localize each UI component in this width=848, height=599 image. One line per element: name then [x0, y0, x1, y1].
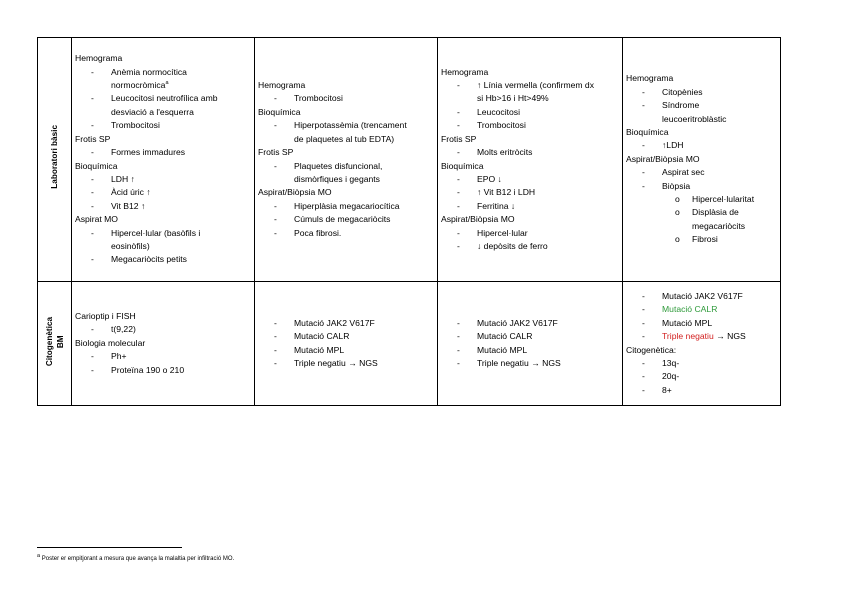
section-heading: Bioquímica — [626, 126, 669, 137]
list-item: - Ferritina ↓ — [441, 200, 619, 213]
list-item: - Citopènies — [626, 86, 777, 99]
cell-cito-col4 — [623, 282, 781, 406]
lab-comparison-table — [37, 37, 781, 406]
list-item: - ↑ Vit B12 i LDH — [441, 186, 619, 199]
list-item: - Trombocitosi — [441, 119, 619, 132]
list-item: - Síndrome — [626, 99, 777, 112]
list-item: - Mutació JAK2 V617F — [626, 290, 777, 303]
row-label: Laboratori bàsic — [50, 125, 59, 190]
list-item: - t(9,22) — [75, 323, 251, 336]
list-item: o Displàsia de — [626, 206, 777, 219]
cell-cito-col2 — [255, 282, 438, 406]
list-item: - Hipercel·lular (basòfils i — [75, 227, 251, 240]
section-heading: Aspirat/Biòpsia MO — [626, 153, 700, 164]
list-item: - Biòpsia — [626, 180, 777, 193]
footnote — [37, 555, 234, 563]
list-item: - Mutació JAK2 V617F — [441, 317, 619, 330]
cell-content — [626, 72, 777, 246]
cell-content — [75, 52, 251, 267]
list-item: - Megacariòcits petits — [75, 253, 251, 266]
section-heading: Aspirat MO — [75, 214, 118, 225]
cell-content — [258, 79, 434, 240]
list-item: - ↑ Línia vermella (confirmem dx — [441, 79, 619, 92]
list-item: normocròmica$^a$ — [111, 80, 169, 91]
list-item: - Mutació JAK2 V617F — [258, 317, 434, 330]
list-item: - ↑LDH — [626, 139, 777, 152]
list-item: - Triple negatiu → NGS — [258, 357, 434, 370]
section-heading: Aspirat/Biòpsia MO — [441, 214, 515, 225]
list-item: - Vit B12 ↑ — [75, 200, 251, 213]
section-heading: Hemograma — [75, 53, 123, 64]
list-item: - Mutació CALR — [441, 330, 619, 343]
cell-content — [441, 317, 619, 371]
section-heading: Frotis SP — [258, 147, 294, 158]
section-heading: Bioquímica — [441, 160, 484, 171]
row-header-citogenetica — [38, 282, 72, 406]
cell-lab-col4 — [623, 38, 781, 282]
list-item: - Trombocitosi — [258, 92, 434, 105]
list-item: - Hiperplàsia megacariocítica — [258, 200, 434, 213]
section-heading: Frotis SP — [441, 133, 477, 144]
cell-content — [75, 310, 251, 377]
footnote-rule — [37, 547, 182, 548]
list-item: - Cúmuls de megacariòcits — [258, 213, 434, 226]
section-heading: Aspirat/Biòpsia MO — [258, 187, 332, 198]
list-item: - Proteïna 190 o 210 — [75, 364, 251, 377]
cell-cito-col3 — [438, 282, 623, 406]
list-item: - Ph+ — [75, 350, 251, 363]
list-item: - Triple negatiu → NGS — [441, 357, 619, 370]
list-item: dismòrfiques i gegants — [294, 173, 380, 184]
list-item: - 20q- — [626, 370, 777, 383]
list-item: - Plaquetes disfuncional, — [258, 160, 434, 173]
list-item: - Mutació CALR — [626, 303, 777, 316]
list-item: - Mutació CALR — [258, 330, 434, 343]
list-item: - Mutació MPL — [258, 344, 434, 357]
section-heading: Hemograma — [258, 80, 306, 91]
list-item: - Mutació MPL — [626, 317, 777, 330]
list-item: o Hipercel·lularitat — [626, 193, 777, 206]
cell-content — [626, 290, 777, 397]
list-item: - 8+ — [626, 384, 777, 397]
section-heading: Hemograma — [441, 66, 489, 77]
list-item: - Mutació MPL — [441, 344, 619, 357]
row-citogenetica — [38, 282, 781, 406]
cell-lab-col2 — [255, 38, 438, 282]
cell-lab-col3 — [438, 38, 623, 282]
cell-cito-col1 — [72, 282, 255, 406]
list-item: o Fibrosi — [626, 233, 777, 246]
row-header-laboratori — [38, 38, 72, 282]
list-item: - Hiperpotassèmia (trencament — [258, 119, 434, 132]
footnote-marker: a — [37, 553, 41, 559]
list-item: - EPO ↓ — [441, 173, 619, 186]
list-item: - Molts eritròcits — [441, 146, 619, 159]
row-laboratori-basic — [38, 38, 781, 282]
list-item: - Leucocitosi neutrofílica amb — [75, 92, 251, 105]
list-item: - Anèmia normocítica — [75, 66, 251, 79]
section-heading: Frotis SP — [75, 133, 111, 144]
section-heading: Biologia molecular — [75, 337, 146, 348]
list-item: - ↓ depòsits de ferro — [441, 240, 619, 253]
list-item: eosinòfils) — [111, 240, 150, 251]
list-item: - Aspirat sec — [626, 166, 777, 179]
list-item: - Àcid úric ↑ — [75, 186, 251, 199]
list-item: desviació a l'esquerra — [111, 106, 194, 117]
list-item: - Leucocitosi — [441, 106, 619, 119]
cell-content — [441, 66, 619, 254]
list-item: - LDH ↑ — [75, 173, 251, 186]
list-item: megacariòcits — [692, 220, 746, 231]
list-item: - Triple negatiu → NGS — [626, 330, 777, 343]
list-item: - Trombocitosi — [75, 119, 251, 132]
list-item: si Hb>16 i Ht>49% — [477, 93, 549, 104]
list-item: - Hipercel·lular — [441, 227, 619, 240]
section-heading: Citogenètica: — [626, 344, 677, 355]
section-heading: Carioptip i FISH — [75, 310, 136, 321]
section-heading: Bioquímica — [75, 160, 118, 171]
list-item: - 13q- — [626, 357, 777, 370]
footnote-ref: a — [165, 80, 169, 87]
list-item: - Formes immadures — [75, 146, 251, 159]
cell-lab-col1 — [72, 38, 255, 282]
list-item: leucoeritroblàstic — [662, 113, 727, 124]
section-heading: Bioquímica — [258, 106, 301, 117]
section-heading: Hemograma — [626, 73, 674, 84]
row-label: Citogenètica BM — [44, 316, 65, 366]
list-item: de plaquetes al tub EDTA) — [294, 133, 395, 144]
footnote-text: Poster er empitjorant a mesura que avança la malaltia per infiltració MO. — [40, 556, 235, 562]
list-item: - Poca fibrosi. — [258, 227, 434, 240]
cell-content — [258, 317, 434, 371]
